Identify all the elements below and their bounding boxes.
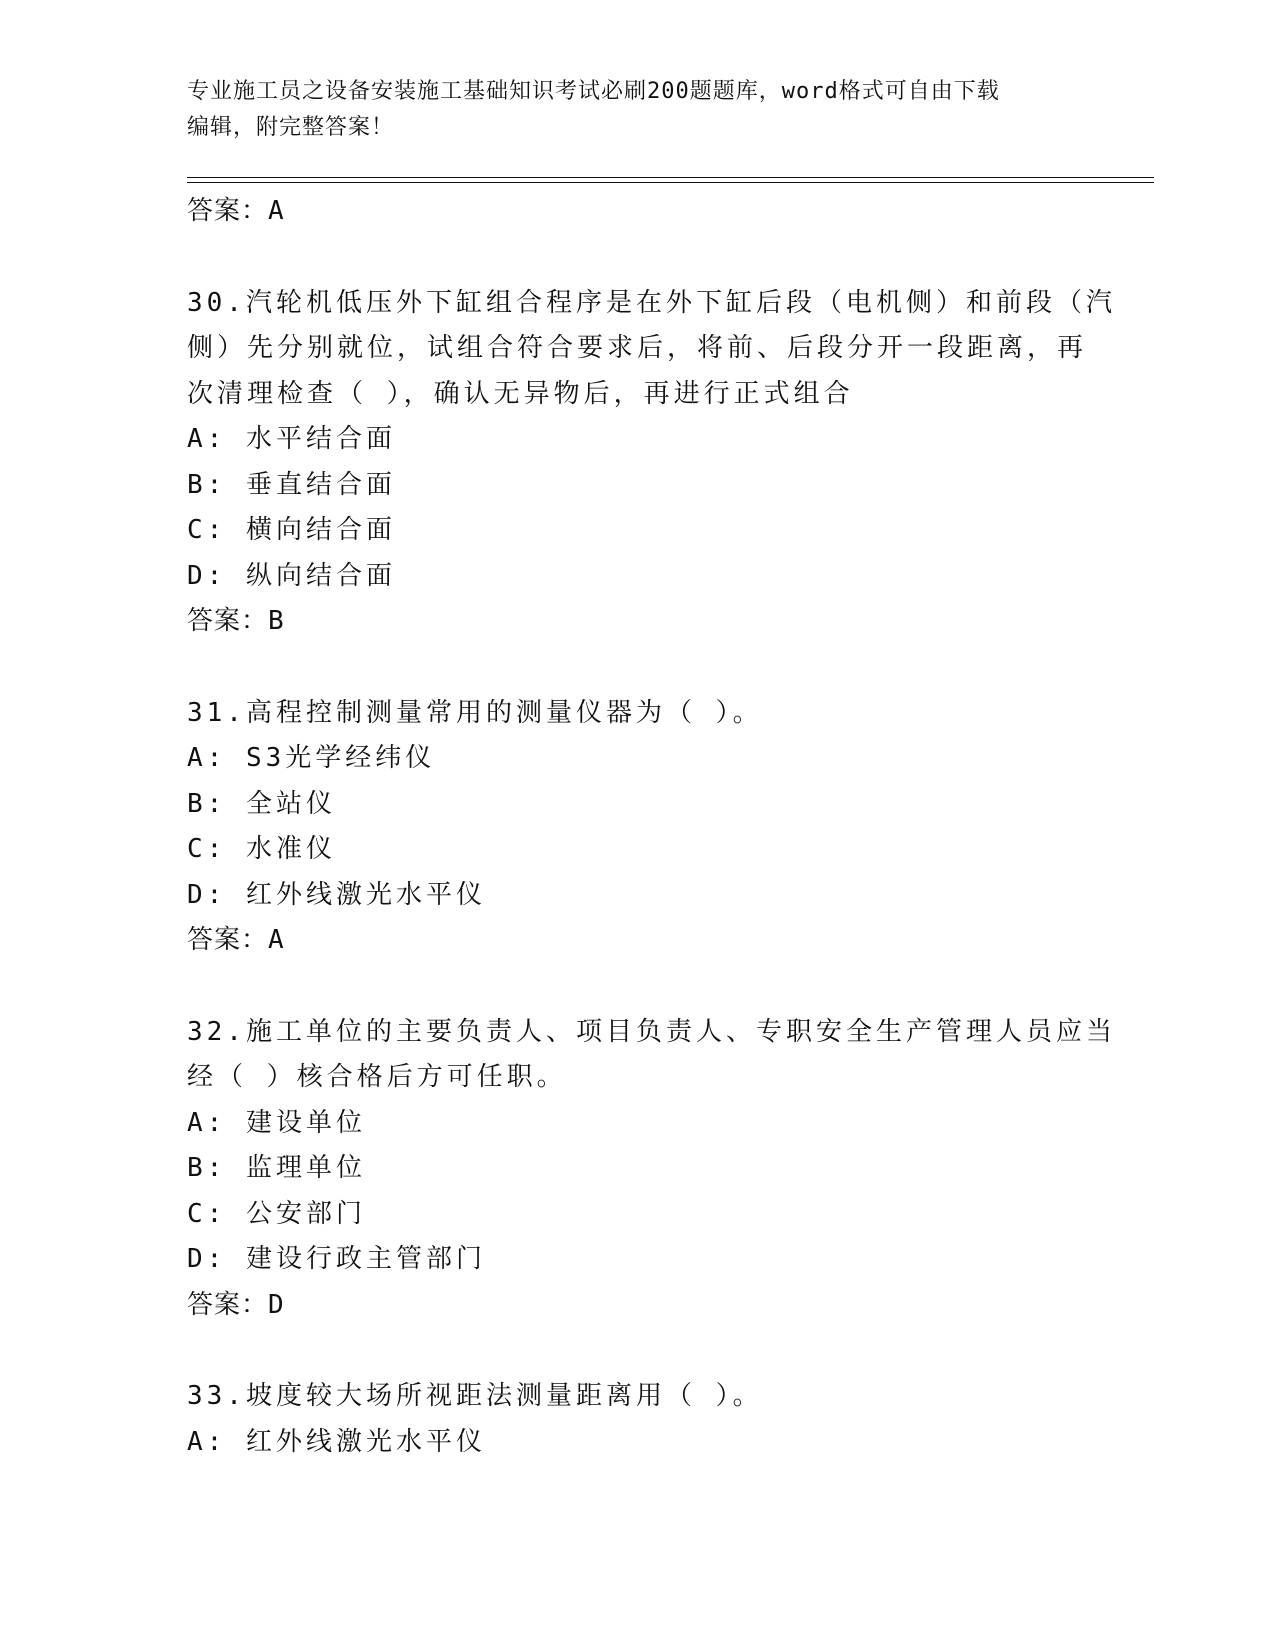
option-letter: D: xyxy=(187,1244,227,1274)
question-text: 次清理检查（ ），确认无异物后，再进行正式组合 xyxy=(187,378,854,409)
option-text: 建设行政主管部门 xyxy=(245,1244,486,1274)
question-text: 30.汽轮机低压外下缸组合程序是在外下缸后段（电机侧）和前段（汽 xyxy=(187,287,1116,318)
option-letter: A: xyxy=(187,424,227,454)
header-divider-bottom xyxy=(187,182,1154,183)
option-letter: D: xyxy=(187,560,227,591)
header-divider-top xyxy=(187,177,1154,178)
spacer xyxy=(187,964,1087,1010)
option-text: 红外线激光水平仪 xyxy=(245,879,486,910)
spacer xyxy=(187,1328,1087,1374)
option-text: 监理单位 xyxy=(245,1153,366,1183)
option-letter: C: xyxy=(187,515,227,545)
question-block xyxy=(187,691,1087,964)
option-letter: A: xyxy=(187,1426,227,1457)
option-letter: B: xyxy=(187,788,227,819)
option-letter: A: xyxy=(187,1107,227,1138)
option-text: 全站仪 xyxy=(245,788,336,819)
question-text: 32.施工单位的主要负责人、项目负责人、专职安全生产管理人员应当 xyxy=(187,1016,1116,1047)
answer-line: 答案：D xyxy=(187,1289,285,1320)
option-text: 红外线激光水平仪 xyxy=(245,1426,486,1457)
question-text: 33.坡度较大场所视距法测量距离用（ ）。 xyxy=(187,1381,763,1411)
option-a xyxy=(187,736,1087,782)
header-line-1: 专业施工员之设备安装施工基础知识考试必刷200题题库，word格式可自由下载 xyxy=(187,79,1000,104)
option-d xyxy=(187,1237,1087,1283)
option-letter: C: xyxy=(187,1198,227,1229)
option-b xyxy=(187,782,1087,828)
option-c xyxy=(187,1192,1087,1238)
spacer xyxy=(187,645,1087,691)
document-header xyxy=(187,74,1087,146)
question-block xyxy=(187,281,1116,645)
option-a xyxy=(187,1101,1087,1147)
answer-line: 答案：A xyxy=(187,196,285,226)
option-b xyxy=(187,463,1087,509)
spacer xyxy=(187,235,1087,281)
option-text: 横向结合面 xyxy=(245,515,396,545)
option-b xyxy=(187,1146,1087,1192)
question-block xyxy=(187,1010,1116,1329)
option-a xyxy=(187,417,1087,463)
option-text: 纵向结合面 xyxy=(245,560,396,591)
option-letter: B: xyxy=(187,1153,227,1183)
option-letter: B: xyxy=(187,469,227,500)
option-d xyxy=(187,873,1087,919)
header-line-2: 编辑，附完整答案！ xyxy=(187,115,395,140)
answer-line: 答案：A xyxy=(187,925,285,955)
option-letter: D: xyxy=(187,879,227,910)
option-letter: C: xyxy=(187,834,227,864)
option-text: S3光学经纬仪 xyxy=(245,743,436,773)
option-text: 水准仪 xyxy=(245,834,336,864)
question-text: 侧）先分别就位，试组合符合要求后，将前、后段分开一段距离，再 xyxy=(187,333,1088,363)
option-d xyxy=(187,554,1087,600)
question-content xyxy=(187,189,1116,1465)
option-text: 建设单位 xyxy=(245,1107,366,1138)
answer-line: 答案：B xyxy=(187,606,285,636)
option-a xyxy=(187,1420,1087,1466)
question-block xyxy=(187,1374,1087,1465)
option-text: 公安部门 xyxy=(245,1198,366,1229)
option-c xyxy=(187,827,1087,873)
option-text: 垂直结合面 xyxy=(245,469,396,500)
question-text: 经（ ）核合格后方可任职。 xyxy=(187,1062,567,1092)
option-c xyxy=(187,508,1087,554)
option-letter: A: xyxy=(187,743,227,773)
question-text: 31.高程控制测量常用的测量仪器为（ ）。 xyxy=(187,697,763,728)
option-text: 水平结合面 xyxy=(245,424,396,454)
